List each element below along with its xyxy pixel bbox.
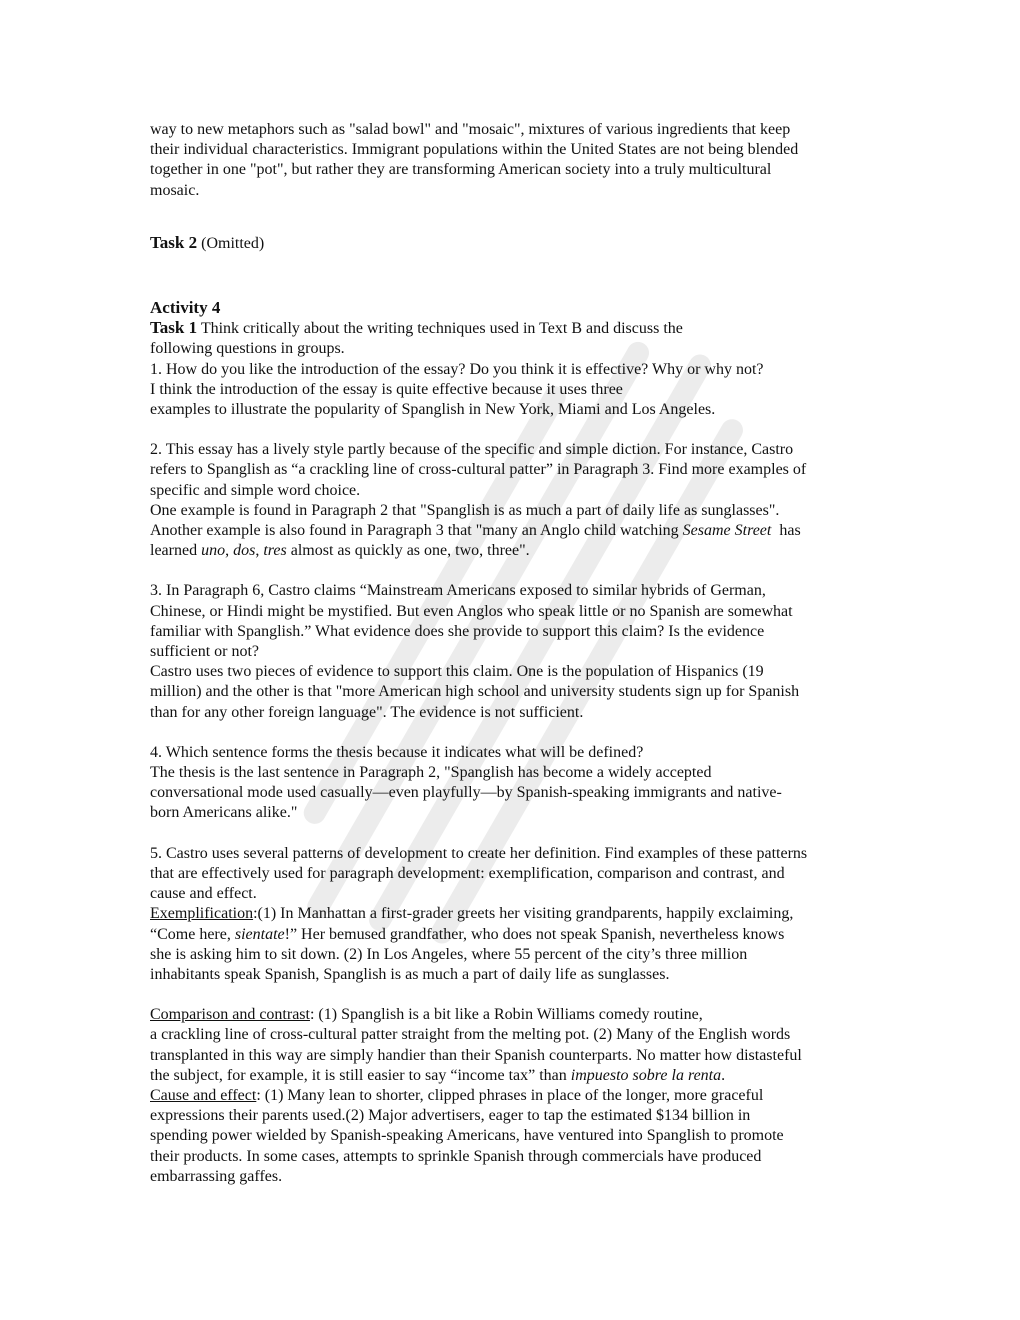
question-line: refers to Spanglish as “a crackling line of cross-cultural patter” in Paragraph 3. Find more examples of	[150, 461, 807, 479]
answer-text: : (1) Many lean to shorter, clipped phrases in place of the longer, more graceful	[256, 1086, 764, 1104]
answer-line: I think the introduction of the essay is quite effective because it uses three	[150, 380, 623, 398]
answer-text: ,	[255, 542, 264, 560]
answer-text: : (1) Spanglish is a bit like a Robin Williams comedy routine,	[309, 1006, 703, 1024]
text-line: following questions in groups.	[150, 340, 345, 358]
answer-line: The thesis is the last sentence in Paragraph 2, "Spanglish has become a widely accepted	[150, 764, 712, 782]
question-5	[150, 844, 880, 1187]
answer-line: transplanted in this way are simply handier than their Spanish counterparts. No matter how distasteful	[150, 1046, 802, 1064]
task1-intro	[150, 318, 880, 339]
comparison-line	[150, 1005, 880, 1025]
answer-line: examples to illustrate the popularity of Spanglish in New York, Miami and Los Angeles.	[150, 401, 716, 419]
question-line: familiar with Spanglish.” What evidence does she provide to support this claim? Is the evidence	[150, 622, 765, 640]
question-line: Chinese, or Hindi might be mystified. But even Anglos who speak little or no Spanish are somewhat	[150, 602, 793, 620]
answer-text: !” Her bemused grandfather, who does not speak Spanish, nevertheless knows	[284, 925, 785, 943]
task2-label: Task 2	[150, 232, 198, 252]
answer-line: she is asking him to sit down. (2) In Los Angeles, where 55 percent of the city’s three million	[150, 945, 748, 963]
answer-text: ,	[225, 542, 234, 560]
answer-line	[150, 1066, 880, 1086]
italic-word: dos	[233, 542, 256, 560]
italic-word: sientate	[234, 925, 285, 943]
text-line: mosaic.	[150, 181, 200, 199]
text-line: way to new metaphors such as "salad bowl" and "mosaic", mixtures of various ingredients that keep	[150, 121, 791, 138]
answer-text: learned	[150, 542, 202, 560]
exemplification-line	[150, 904, 880, 924]
question-line: 2. This essay has a lively style partly because of the specific and simple diction. For instance, Castro	[150, 441, 794, 459]
answer-line: inhabitants speak Spanish, Spanglish is as much a part of daily life as sunglasses.	[150, 965, 670, 983]
intro-paragraph	[150, 120, 880, 201]
text-line: their individual characteristics. Immigrant populations within the United States are not being blended	[150, 141, 799, 159]
answer-line: One example is found in Paragraph 2 that "Spanglish is as much a part of daily life as sunglasses".	[150, 501, 780, 519]
answer-line: million) and the other is that "more American high school and university students sign up for Spanish	[150, 683, 800, 701]
task2-note: (Omitted)	[197, 234, 265, 252]
question-text: 1. How do you like the introduction of the essay? Do you think it is effective? Why or why not?	[150, 360, 764, 378]
question-line: that are effectively used for paragraph development: exemplification, comparison and contrast, and	[150, 864, 785, 882]
answer-text: :(1) In Manhattan a first-grader greets her visiting grandparents, happily exclaiming,	[253, 905, 794, 923]
text-line: together in one "pot", but rather they are transforming American society into a truly multicultural	[150, 161, 772, 179]
cause-effect-label: Cause and effect	[150, 1086, 257, 1104]
answer-line: expressions their parents used.(2) Major advertisers, eager to tap the estimated $134 billion in	[150, 1107, 751, 1125]
answer-line: spending power wielded by Spanish-speaking Americans, have ventured into Spanglish to promote	[150, 1127, 784, 1145]
answer-text: .	[721, 1066, 726, 1084]
task1-label: Task 1	[150, 318, 198, 338]
italic-phrase: impuesto sobre la renta	[570, 1066, 722, 1084]
question-line: 5. Castro uses several patterns of development to create her definition. Find examples of these patterns	[150, 844, 808, 862]
activity4-title: Activity 4	[150, 298, 221, 318]
question-1	[150, 360, 880, 421]
answer-line	[150, 541, 880, 561]
answer-line: born Americans alike."	[150, 804, 298, 822]
answer-line: embarrassing gaffes.	[150, 1167, 283, 1185]
exemplification-label: Exemplification	[150, 905, 254, 923]
italic-word: uno	[201, 542, 226, 560]
comparison-label: Comparison and contrast	[150, 1006, 310, 1024]
answer-text: Another example is also found in Paragraph 3 that "many an Anglo child watching	[150, 522, 683, 540]
answer-text: “Come here,	[150, 925, 235, 943]
question-line: 3. In Paragraph 6, Castro claims “Mainstream Americans exposed to similar hybrids of German,	[150, 582, 766, 600]
document-page	[150, 120, 880, 1187]
answer-text: almost as quickly as one, two, three".	[286, 542, 530, 560]
question-line: sufficient or not?	[150, 643, 260, 661]
question-line: specific and simple word choice.	[150, 481, 361, 499]
answer-line: conversational mode used casually—even playfully—by Spanish-speaking immigrants and native-	[150, 784, 782, 802]
answer-line	[150, 925, 880, 945]
question-text: 4. Which sentence forms the thesis because it indicates what will be defined?	[150, 743, 644, 761]
question-3	[150, 581, 880, 722]
task2-heading	[150, 233, 880, 254]
answer-line: than for any other foreign language". The evidence is not sufficient.	[150, 703, 584, 721]
question-line: cause and effect.	[150, 885, 257, 903]
question-4	[150, 743, 880, 824]
activity4-section	[150, 298, 880, 1187]
answer-text: has	[771, 522, 801, 540]
answer-line: a crackling line of cross-cultural patter straight from the melting pot. (2) Many of the English words	[150, 1026, 791, 1044]
answer-line: their products. In some cases, attempts to sprinkle Spanish through commercials have produced	[150, 1147, 762, 1165]
italic-word: tres	[263, 542, 287, 560]
answer-text: the subject, for example, it is still easier to say “income tax” than	[150, 1066, 571, 1084]
answer-line: Castro uses two pieces of evidence to support this claim. One is the population of Hispanics (19	[150, 663, 764, 681]
sesame-street-title: Sesame Street	[682, 522, 772, 540]
answer-line	[150, 521, 880, 541]
question-2	[150, 440, 880, 561]
cause-effect-line	[150, 1086, 880, 1106]
task1-text: Think critically about the writing techniques used in Text B and discuss the	[197, 320, 683, 338]
